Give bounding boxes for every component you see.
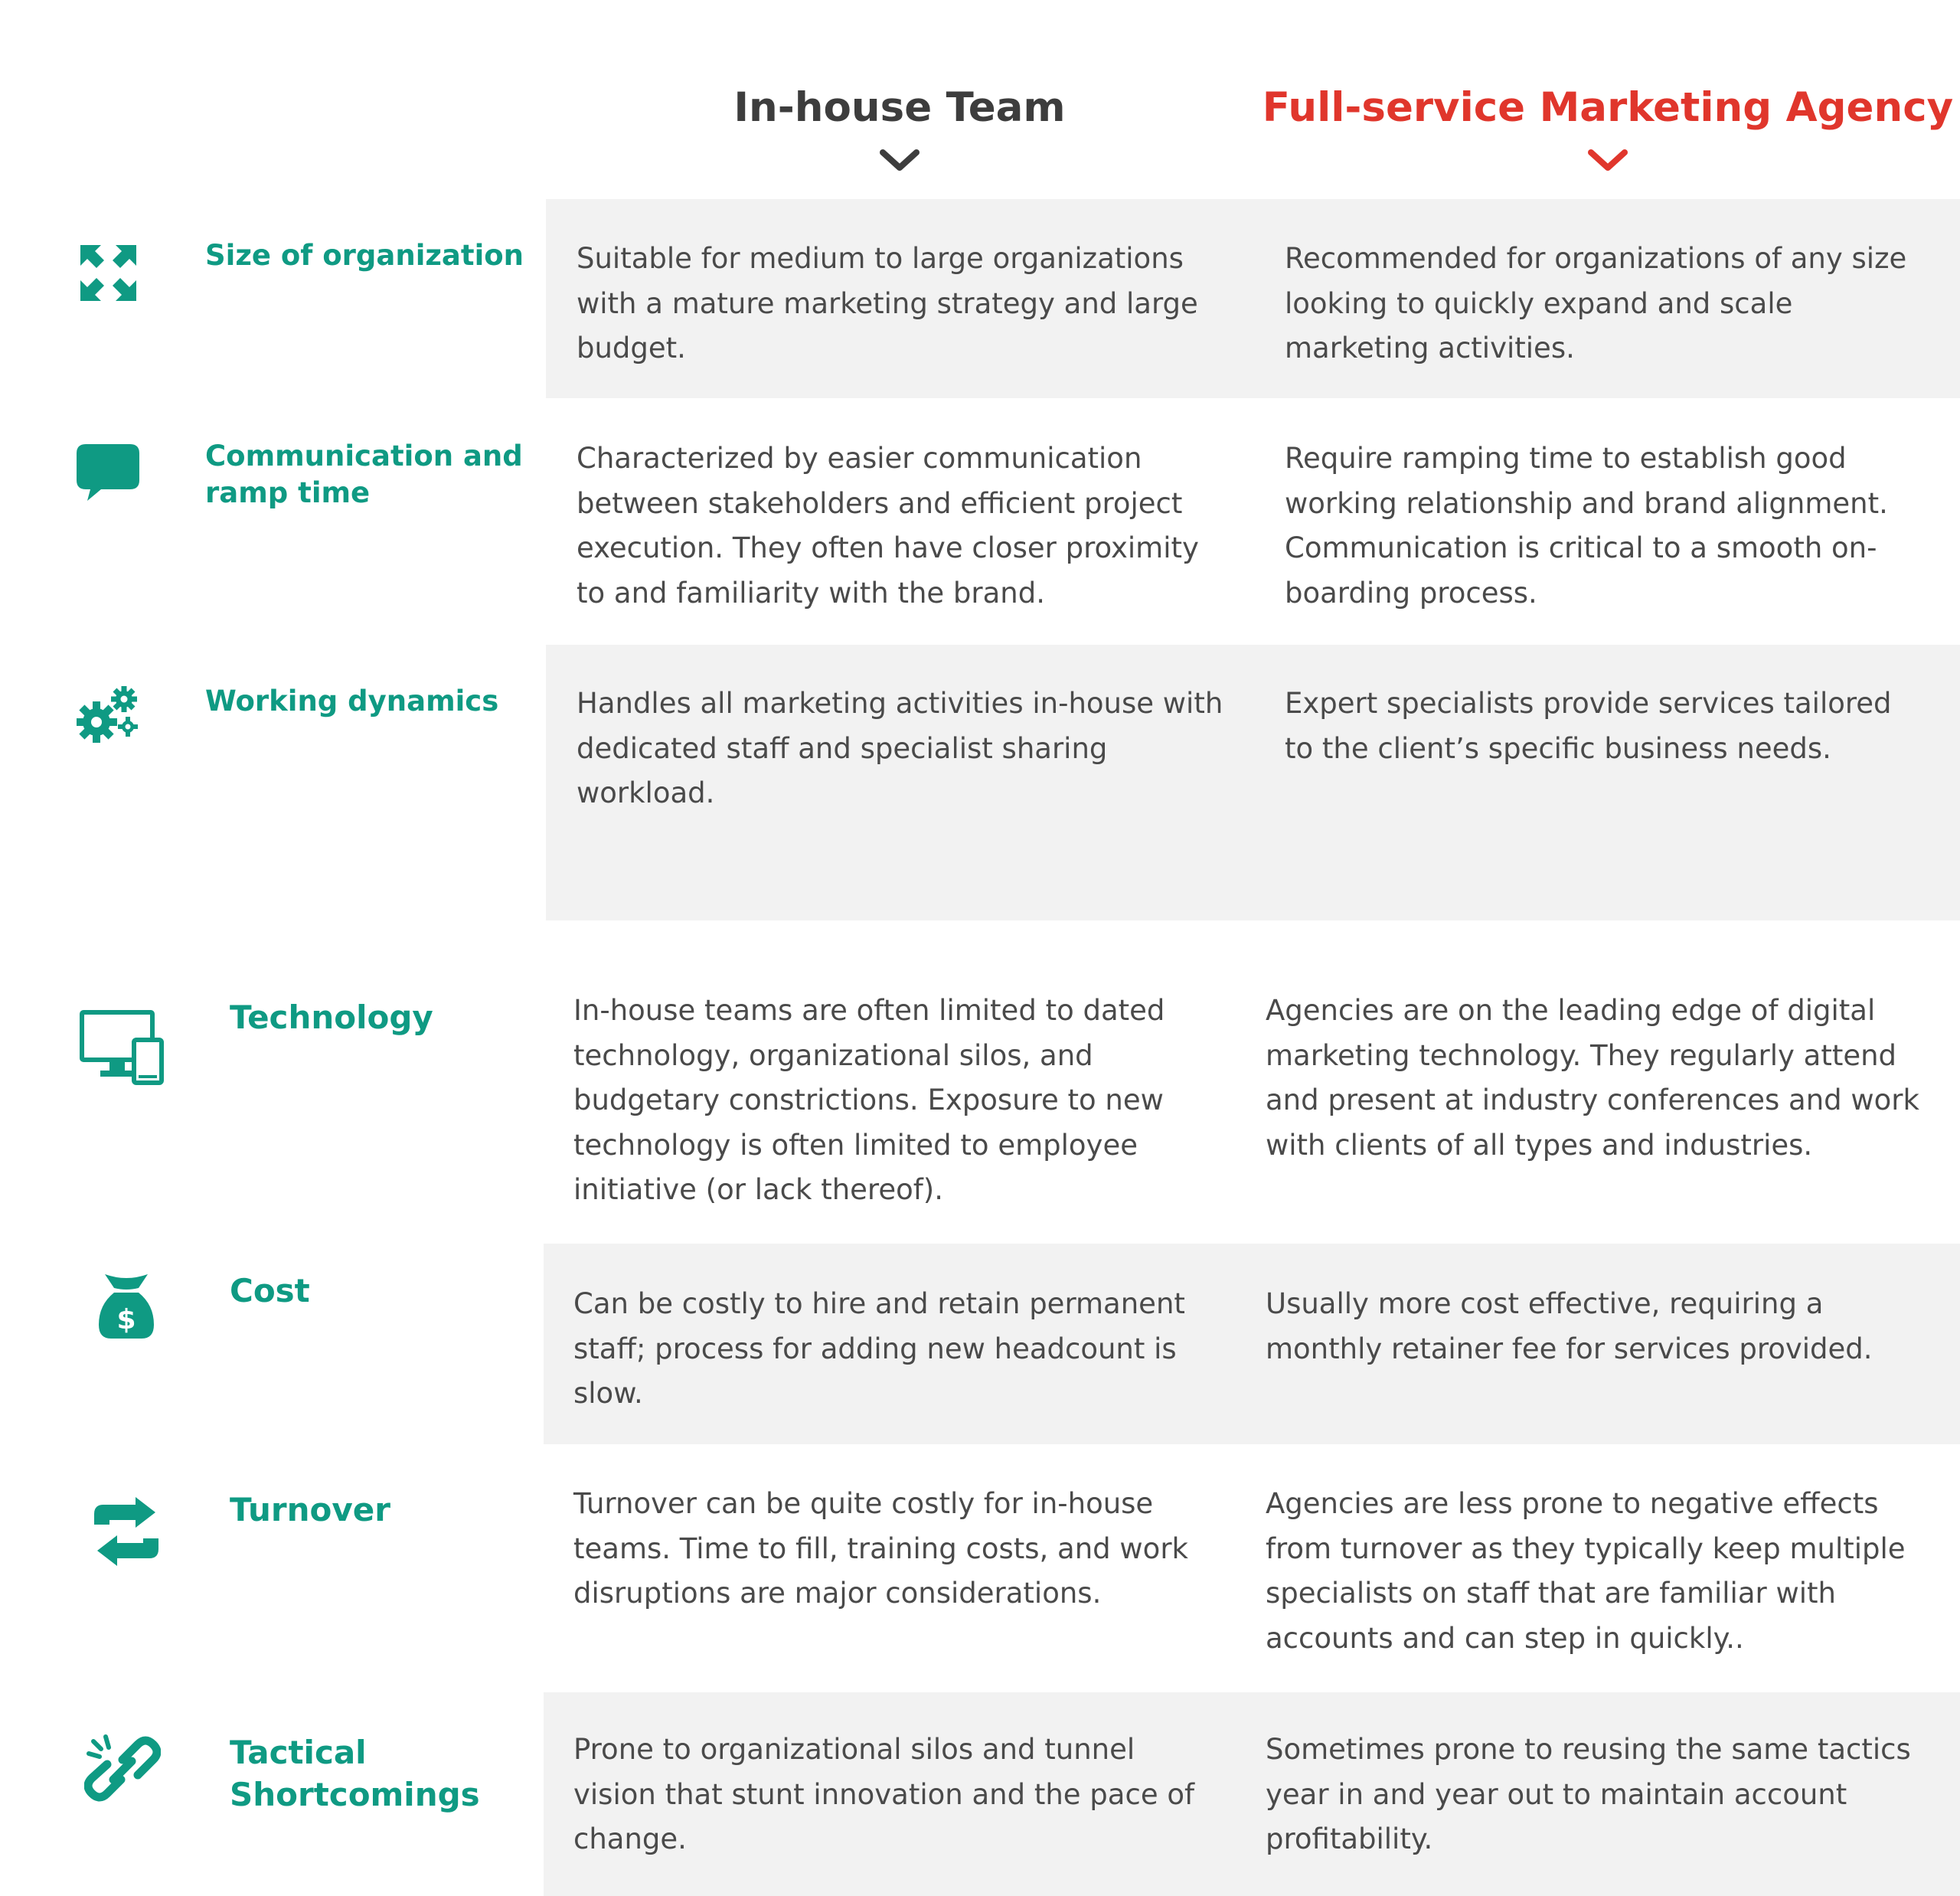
agency-cell-turnover: Agencies are less prone to negative effects from turnover as they typically keep multiple specialists on staff that are familiar with accounts and can step in quickly.. xyxy=(1266,1487,1906,1655)
row-label-tactical: Tactical Shortcomings xyxy=(230,1734,480,1813)
column-header-agency xyxy=(1256,84,1960,184)
agency-cell-tactical: Sometimes prone to reusing the same tactics year in and year out to maintain account profitability. xyxy=(1266,1733,1911,1855)
row-label-working-dynamics: Working dynamics xyxy=(205,685,499,718)
agency-cell-size: Recommended for organizations of any size looking to quickly expand and scale marketing activities. xyxy=(1285,242,1907,364)
row-label-technology: Technology xyxy=(230,999,433,1036)
agency-cell-technology: Agencies are on the leading edge of digital marketing technology. They regularly attend and present at industry conferences and work with clients of all types and industries. xyxy=(1266,994,1919,1162)
in-house-cell-communication: Characterized by easier communication between stakeholders and efficient project execution. They often have closer proximity to and familiarity with the brand. xyxy=(577,442,1199,610)
row-label-cost: Cost xyxy=(230,1272,310,1309)
agency-cell-working-dynamics: Expert specialists provide services tailored to the client’s specific business needs. xyxy=(1285,687,1892,765)
speech-bubble-icon xyxy=(77,440,153,517)
column-title-agency: Full-service Marketing Agency xyxy=(1262,84,1954,131)
broken-link-icon xyxy=(84,1732,161,1809)
devices-icon xyxy=(79,1009,167,1093)
in-house-cell-size: Suitable for medium to large organizations with a mature marketing strategy and large budget. xyxy=(577,242,1198,364)
in-house-cell-tactical: Prone to organizational silos and tunnel vision that stunt innovation and the pace of change. xyxy=(573,1733,1195,1855)
row-label-turnover: Turnover xyxy=(230,1491,390,1528)
in-house-cell-technology: In-house teams are often limited to dated technology, organizational silos, and budgetary constrictions. Exposure to new technology is often limited to employee initiative (or lack thereof). xyxy=(573,994,1165,1206)
column-title-in-house: In-house Team xyxy=(733,84,1066,131)
column-header-in-house xyxy=(624,84,1175,184)
chevron-down-icon xyxy=(878,148,921,174)
gears-icon xyxy=(77,684,153,760)
refresh-arrows-icon xyxy=(88,1497,165,1574)
in-house-cell-working-dynamics: Handles all marketing activities in-house with dedicated staff and specialist sharing workload. xyxy=(577,687,1223,809)
svg-text:$: $ xyxy=(116,1304,136,1335)
row-label-communication: Communication and ramp time xyxy=(205,440,523,510)
expand-arrows-icon xyxy=(77,241,153,318)
in-house-cell-cost: Can be costly to hire and retain permanent staff; process for adding new headcount is slow. xyxy=(573,1287,1185,1410)
in-house-cell-turnover: Turnover can be quite costly for in-house teams. Time to fill, training costs, and work disruptions are major considerations. xyxy=(573,1487,1188,1610)
row-label-size: Size of organization xyxy=(205,239,524,272)
agency-cell-cost: Usually more cost effective, requiring a monthly retainer fee for services provided. xyxy=(1266,1287,1873,1365)
money-bag-icon xyxy=(88,1271,165,1348)
chevron-down-icon xyxy=(1586,148,1629,174)
agency-cell-communication: Require ramping time to establish good working relationship and brand alignment. Communication is critical to a smooth on-boarding process. xyxy=(1285,442,1888,610)
